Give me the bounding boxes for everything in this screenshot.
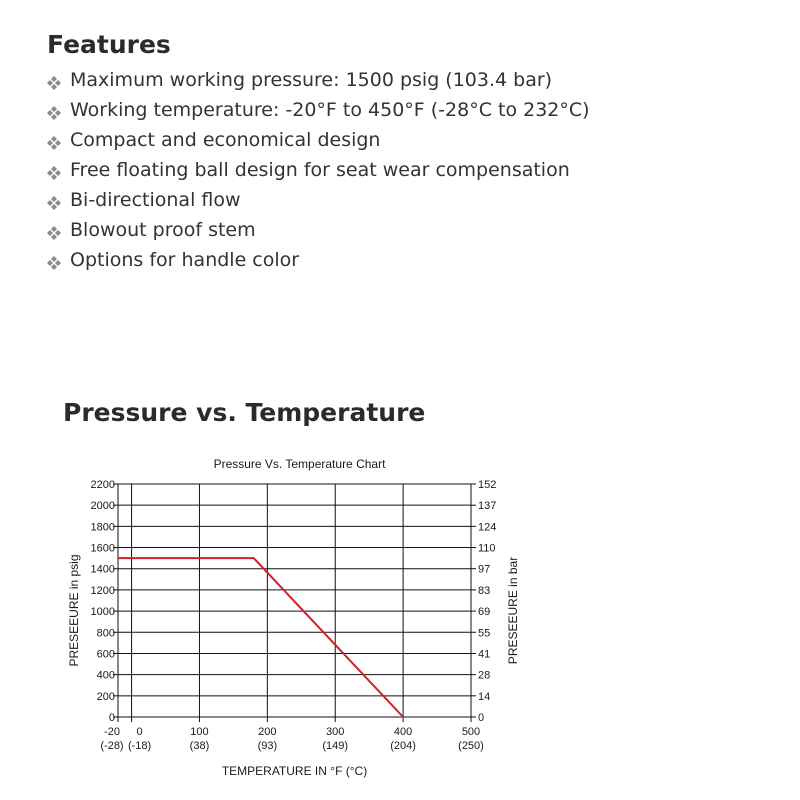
diamond-bullet-icon bbox=[47, 133, 61, 147]
feature-item bbox=[47, 245, 590, 275]
features-list bbox=[47, 65, 590, 275]
y-tick-label: 1200 bbox=[90, 584, 115, 597]
feature-item bbox=[47, 215, 590, 245]
y-tick-label: 200 bbox=[96, 690, 115, 703]
feature-text: Working temperature: -20°F to 450°F (-28°C to 232°C) bbox=[70, 99, 590, 121]
x-tick-label: 200 bbox=[258, 726, 277, 738]
x-tick-sublabel: (250) bbox=[458, 740, 484, 752]
y2-tick-label: 41 bbox=[478, 648, 491, 661]
y-tick-label: 1400 bbox=[90, 563, 115, 576]
x-tick-label: 0 bbox=[136, 726, 143, 738]
x-tick-sublabel: (-18) bbox=[127, 740, 152, 752]
feature-item bbox=[47, 185, 590, 215]
diamond-bullet-icon bbox=[47, 253, 61, 267]
y-tick-label: 1600 bbox=[90, 542, 115, 555]
x-tick-label: 500 bbox=[461, 726, 481, 738]
pressure-temperature-chart bbox=[0, 440, 800, 790]
y-tick-label: 1000 bbox=[90, 606, 115, 619]
y2-tick-label: 97 bbox=[478, 563, 491, 576]
y2-tick-label: 69 bbox=[478, 606, 491, 619]
y2-tick-label: 28 bbox=[478, 669, 491, 682]
y2-tick-label: 110 bbox=[478, 542, 496, 555]
diamond-bullet-icon bbox=[47, 73, 61, 87]
feature-item bbox=[47, 125, 590, 155]
x-tick-sublabel: (38) bbox=[189, 740, 210, 752]
y-tick-label: 0 bbox=[108, 712, 115, 724]
feature-text: Bi-directional flow bbox=[70, 189, 241, 211]
feature-text: Maximum working pressure: 1500 psig (103.4 bar) bbox=[70, 69, 553, 91]
x-tick-sublabel: (149) bbox=[322, 740, 349, 752]
feature-item bbox=[47, 95, 590, 125]
features-heading: Features bbox=[47, 30, 171, 59]
x-tick-sublabel: (-28) bbox=[100, 740, 124, 752]
x-tick-label: -20 bbox=[104, 726, 120, 738]
y2-tick-label: 124 bbox=[478, 521, 497, 534]
x-tick-label: 300 bbox=[326, 726, 345, 738]
x-tick-label: 400 bbox=[393, 726, 413, 738]
feature-text: Compact and economical design bbox=[70, 129, 381, 151]
y-axis-label: PRESEEURE in psig bbox=[67, 554, 81, 667]
diamond-bullet-icon bbox=[47, 193, 61, 207]
y-tick-label: 2200 bbox=[90, 479, 115, 491]
y2-axis-label: PRESEEURE in bar bbox=[506, 556, 520, 665]
pressure-rating-line bbox=[118, 558, 403, 717]
x-tick-sublabel: (204) bbox=[390, 740, 416, 752]
y2-tick-label: 0 bbox=[478, 712, 485, 724]
x-tick-label: 100 bbox=[190, 726, 209, 738]
y2-tick-label: 152 bbox=[478, 479, 497, 491]
y-tick-label: 600 bbox=[96, 648, 115, 661]
y-tick-label: 2000 bbox=[90, 500, 115, 513]
y-tick-label: 400 bbox=[96, 669, 115, 682]
feature-item bbox=[47, 65, 590, 95]
y2-tick-label: 137 bbox=[478, 500, 497, 513]
y2-tick-label: 55 bbox=[478, 627, 491, 640]
y2-tick-label: 83 bbox=[478, 584, 491, 597]
diamond-bullet-icon bbox=[47, 103, 61, 117]
feature-item bbox=[47, 155, 590, 185]
y2-tick-label: 14 bbox=[478, 690, 491, 703]
x-tick-sublabel: (93) bbox=[257, 740, 278, 752]
y-tick-label: 1800 bbox=[90, 521, 115, 534]
diamond-bullet-icon bbox=[47, 223, 61, 237]
x-axis-label: TEMPERATURE IN °F (°C) bbox=[221, 764, 368, 778]
feature-text: Free floating ball design for seat wear compensation bbox=[70, 159, 570, 181]
y-tick-label: 800 bbox=[96, 627, 115, 640]
feature-text: Options for handle color bbox=[70, 249, 300, 271]
features-section bbox=[47, 30, 590, 275]
diamond-bullet-icon bbox=[47, 163, 61, 177]
feature-text: Blowout proof stem bbox=[70, 219, 256, 241]
chart-section-heading: Pressure vs. Temperature bbox=[63, 398, 426, 427]
chart-title: Pressure Vs. Temperature Chart bbox=[213, 457, 386, 471]
